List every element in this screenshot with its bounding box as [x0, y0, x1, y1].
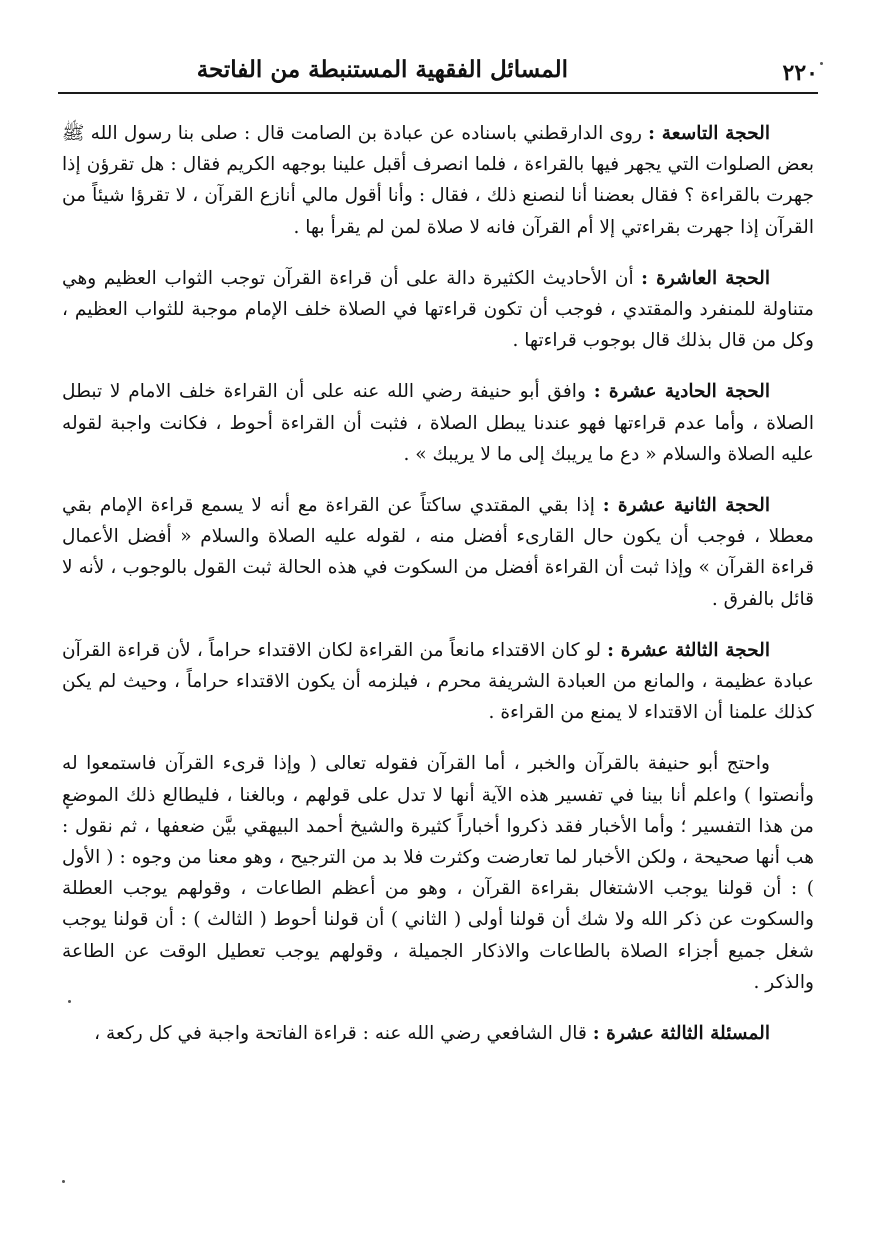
paragraph-twelfth-argument: [62, 490, 814, 615]
paragraph-label: الحجة الثالثة عشرة :: [607, 639, 771, 661]
paragraph-label: الحجة العاشرة :: [641, 267, 771, 289]
page-body: [62, 118, 814, 1049]
paragraph-label: الحجة الحادية عشرة :: [593, 381, 770, 403]
paragraph-thirteenth-argument: [62, 635, 814, 729]
running-title: المسائل الفقهية المستنبطة من الفاتحة: [196, 56, 568, 83]
paragraph-thirteenth-issue: [62, 1018, 814, 1049]
page-number: ٢٢٠: [782, 60, 818, 86]
paragraph-abu-hanifa-argument: [62, 748, 814, 998]
scan-speck: [66, 806, 69, 809]
paragraph-text: واحتج أبو حنيفة بالقرآن والخبر ، أما القرآن فقوله تعالى ( وإذا قرىء القرآن فاستمعوا له وأنصتوا ) واعلم أنا بينا في تفسير هذه الآية أنها لا تدل على قولهم ، وبالغنا ، فليطالع ذلك الموضع من هذا التفسير ؛ وأما الأخبار فقد ذكروا أخباراً كثيرة والشيخ أحمد البيهقي بيَّن ضعفها ، ثم نقول : هب أنها صحيحة ، ولكن الأخبار لما تعارضت وكثرت فلا بد من الترجيح ، وهو معنا من وجوه : ( الأول ) : أن قولنا يوجب الاشتغال بقراءة القرآن ، وهو من أعظم الطاعات ، وقولهم يوجب العطلة والسكوت عن ذكر الله ولا شك أن قولنا أولى ( الثاني ) أن قولنا أحوط ( الثالث ) : أن قولنا يوجب شغل جميع أجزاء الصلاة بالطاعات والاذكار الجميلة ، وقولهم يوجب تعطيل الوقت عن الطاعة والذكر .: [62, 753, 814, 993]
paragraph-text: لو كان الاقتداء مانعاً من القراءة لكان الاقتداء حراماً ، لأن قراءة القرآن عبادة عظيمة ، والمانع من العبادة الشريفة محرم ، فيلزمه أن يكون الاقتداء حراماً ، وحيث لم يكن كذلك علمنا أن الاقتداء لا يمنع من القراءة .: [62, 639, 814, 724]
paragraph-text: إذا بقي المقتدي ساكتاً عن القراءة مع أنه لا يسمع قراءة الإمام بقي معطلا ، فوجب أن يكون حال القارىء أفضل منه ، لقوله عليه الصلاة والسلام « أفضل الأعمال قراءة القرآن » وإذا ثبت أن القراءة أفضل من السكوت في هذه الحالة ثبت القول بالوجوب ، لأنه لا قائل بالفرق .: [62, 495, 814, 610]
scan-speck: [68, 1000, 71, 1003]
paragraph-ninth-argument: [62, 118, 814, 243]
page-header: [58, 52, 818, 94]
paragraph-eleventh-argument: [62, 376, 814, 470]
scan-speck: [820, 62, 823, 65]
paragraph-text: قال الشافعي رضي الله عنه : قراءة الفاتحة واجبة في كل ركعة ،: [94, 1023, 593, 1045]
paragraph-text: أن الأحاديث الكثيرة دالة على أن قراءة القرآن توجب الثواب العظيم وهي متناولة للمنفرد والمقتدي ، فوجب أن تكون قراءتها في الصلاة خلف الإمام موجبة للثواب العظيم ، وكل من قال بذلك قال بوجوب قراءتها .: [62, 267, 814, 352]
paragraph-label: الحجة التاسعة :: [648, 123, 770, 144]
paragraph-tenth-argument: [62, 263, 814, 357]
paragraph-label: المسئلة الثالثة عشرة :: [592, 1023, 770, 1045]
paragraph-text: روى الدارقطني باسناده عن عبادة بن الصامت قال : صلى بنا رسول الله ﷺ بعض الصلوات التي يجهر فيها بالقراءة ، فلما انصرف أقبل علينا بوجهه الكريم فقال : هل تقرؤن إذا جهرت بالقراءة ؟ فقال بعضنا أنا لنصنع ذلك ، فقال : وأنا أقول مالي أنازع القرآن ، لا تقرؤا شيئاً من القرآن إذا جهرت بقراءتي إلا أم القرآن فانه لا صلاة لمن لم يقرأ بها .: [62, 123, 814, 238]
scan-speck: [62, 1180, 65, 1183]
paragraph-text: وافق أبو حنيفة رضي الله عنه على أن القراءة خلف الامام لا تبطل الصلاة ، وأما عدم قراءتها فهو عندنا يبطل الصلاة ، فثبت أن القراءة أحوط ، فكانت واجبة لقوله عليه الصلاة والسلام « دع ما يريبك إلى ما لا يريبك » .: [62, 381, 814, 465]
paragraph-label: الحجة الثانية عشرة :: [602, 495, 770, 517]
